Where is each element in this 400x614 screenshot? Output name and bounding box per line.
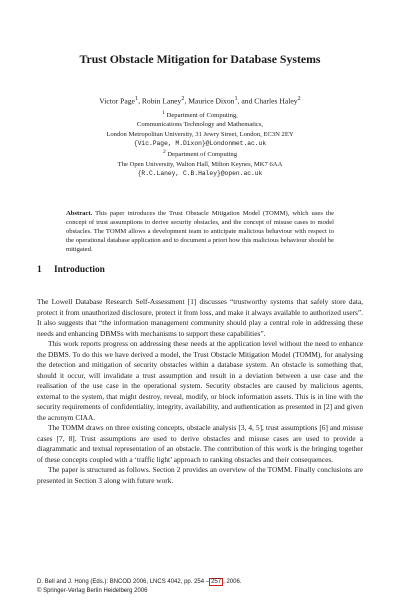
- paragraph: The paper is structured as follows. Section 2 provides an overview of the TOMM. Finally conclusions are presented in Section 3 along with future work.: [37, 465, 363, 485]
- copyright-line: © Springer-Verlag Berlin Heidelberg 2006: [37, 587, 148, 594]
- author-affiliation-mark: 1: [134, 95, 139, 102]
- author-name: Maurice Dixon: [188, 96, 235, 106]
- affiliation-line: London Metropolitan University, 31 Jewry Street, London, EC3N 2EY: [106, 130, 294, 138]
- author-affiliation-mark: 1: [234, 95, 238, 102]
- abstract: [66, 209, 334, 254]
- author-affiliation-mark: 2: [181, 95, 185, 102]
- citation-line: [37, 578, 241, 587]
- abstract-label: Abstract.: [66, 210, 93, 217]
- affiliation-line: $^2$ Department of Computing: [163, 149, 237, 159]
- section-heading: [37, 265, 105, 275]
- paragraph: The Lowell Database Research Self-Assessment [1] discusses “trustworthy systems that safely store data, protect it from unauthorized disclosure, protect it from loss, and make it always available to authorized users”. It also suggests that “the information management community should play a central role in addressing these needs and enhancing DBMSs with mechanisms to support these capabilities”.: [37, 297, 363, 338]
- citation-year: , 2006.: [223, 579, 242, 585]
- affiliation-mark: 1: [162, 110, 165, 116]
- section-title: Introduction: [54, 265, 105, 275]
- paragraph: The TOMM draws on three existing concepts, obstacle analysis [3, 4, 5], trust assumptions [6] and misuse cases [7, 8]. Trust assumptions are used to derive obstacles and misuse cases are used to provide a diagrammatic and textual representation of an obstacle. The contribution of this work is the bringing together of these concepts coupled with a ‘traffic light’ approach to ranking obstacles and their consequences.: [37, 423, 363, 464]
- affiliation-line: $^1$ Department of Computing,: [162, 110, 238, 120]
- affiliation-line: Communications Technology and Mathematics,: [136, 121, 264, 129]
- affiliation-mark: 2: [163, 149, 166, 156]
- author-name: Victor Page: [99, 96, 135, 106]
- affiliation-email: {R.C.Laney, C.B.Haley}@open.ac.uk: [137, 170, 263, 178]
- author-name: Robin Laney: [141, 96, 182, 106]
- affiliation-line: The Open University, Walton Hall, Milton Keynes, MK7 6AA: [117, 160, 283, 168]
- author-conjunction: and: [241, 96, 253, 106]
- body-text: [37, 297, 363, 486]
- author-name: Charles Haley: [254, 96, 298, 106]
- affiliations: [0, 109, 400, 178]
- page-footer: [37, 578, 241, 595]
- citation-text: D. Bell and J. Hong (Eds.): BNCOD 2006, LNCS 4042, pp. 254 –: [37, 579, 210, 585]
- section-number: 1: [37, 265, 42, 275]
- paper-title: Trust Obstacle Mitigation for Database Systems: [79, 52, 321, 66]
- affiliation-email: {Vic.Page, M.Dixon}@Londonmet.ac.uk: [133, 140, 267, 148]
- author-list: Victor Page$^1$, Robin Laney$^2$, Maurice Dixon$^1$, and Charles Haley$^2$: [99, 95, 301, 106]
- abstract-text: This paper introduces the Trust Obstacle Mitigation Model (TOMM), which uses the concept of trust assumptions to derive security obstacles, and the concept of misuse cases to model obstacles. The TOMM allows a development team to anticipate malicious behaviour with respect to the operational database application and to document a priori how this malicious behaviour should be mitigated.: [66, 210, 334, 254]
- paragraph: This work reports progress on addressing these needs at the application level without the need to enhance the DBMS. To do this we have derived a model, the Trust Obstacle Mitigation Model (TOMM), for analysing the detection and mitigation of security obstacles within a database system. An obstacle is something that, should it occur, will invalidate a trust assumption and result in a deviation between a use case and the realisation of the use case in the operational system. Security obstacles are caused by malicious agents, external to the system, that might destroy, reveal, modify, or block information assets. This is in line with the security requirements of confidentiality, integrity, availability, and authentication as presented in [2] and given the acronym CIAA.: [37, 339, 363, 422]
- page-link[interactable]: 257: [211, 579, 222, 585]
- author-affiliation-mark: 2: [297, 95, 301, 102]
